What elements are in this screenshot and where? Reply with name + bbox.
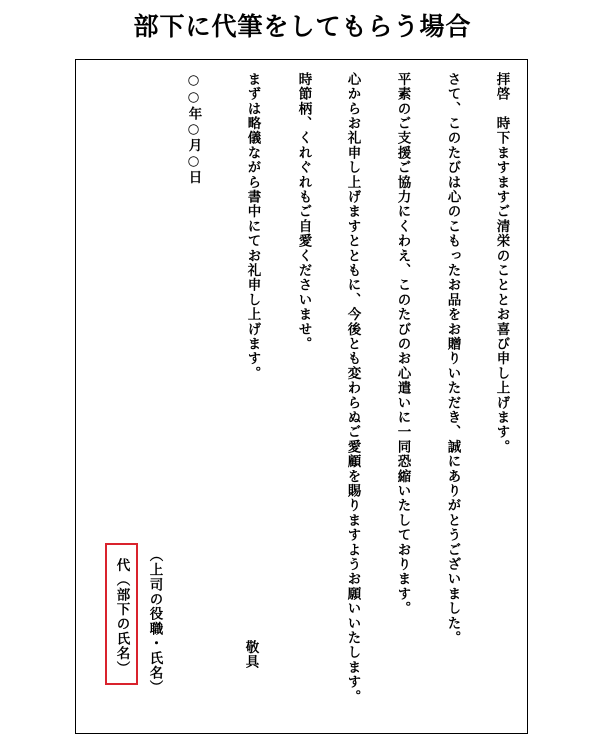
letter-closing-word: 敬具 [242, 640, 259, 670]
proxy-signature: 代（部下の氏名） [113, 558, 130, 676]
letter-line-request: 心からお礼申し上げますとともに、今後とも変わらぬご愛顧を賜りますようお願いいたします。 [344, 72, 361, 705]
letter-date: ○○年○月○日 [185, 72, 202, 185]
letter-line-appreciation: 平素のご支援ご協力にくわえ、このたびのお心遣いに一同恐縮いたしております。 [394, 72, 411, 616]
letter-line-greeting: 拝啓 時下ますますご清栄のこととお喜び申し上げます。 [493, 72, 510, 455]
letter-line-seasonal: 時節柄、くれぐれもご自愛くださいませ。 [295, 72, 312, 352]
letter-line-closing-sentence: まずは略儀ながら書中にてお礼申し上げます。 [244, 72, 261, 381]
proxy-signature-highlight-box [105, 543, 138, 685]
page-title: 部下に代筆をしてもらう場合 [133, 12, 472, 41]
superior-signature: （上司の役職・氏名） [146, 548, 163, 695]
letter-line-thanks: さて、このたびは心のこもったお品をお贈りいただき、誠にありがとうございました。 [444, 72, 461, 646]
